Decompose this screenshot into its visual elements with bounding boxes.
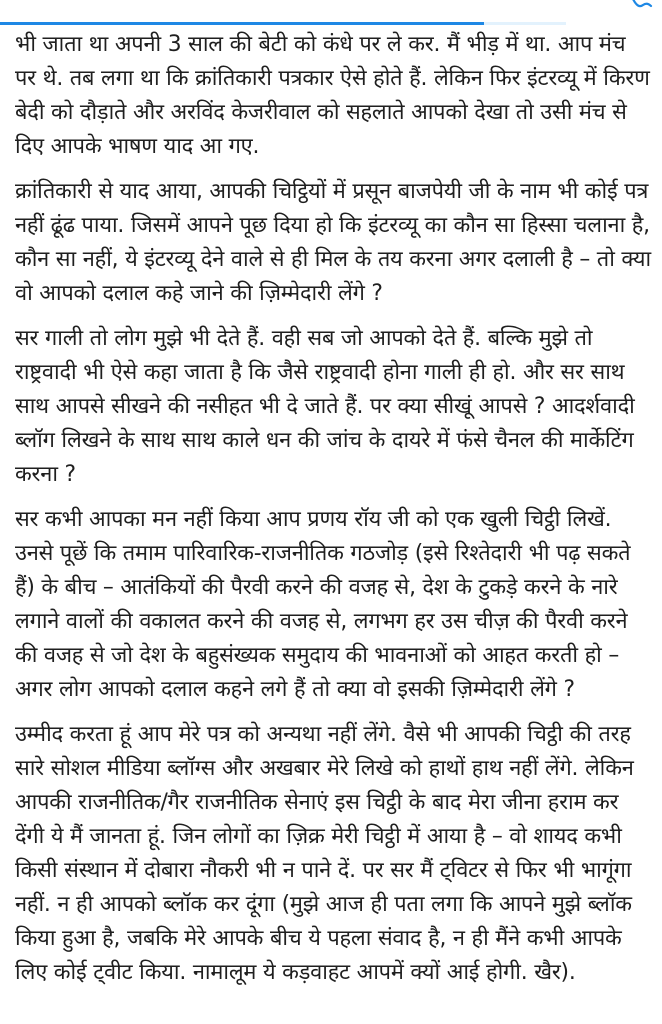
share-icon[interactable] xyxy=(630,0,654,10)
bottom-fade xyxy=(0,1014,662,1024)
article-paragraph: सर कभी आपका मन नहीं किया आप प्रणय रॉय जी को एक खुली चिट्ठी लिखें. उनसे पूछें कि तमाम पारिवारिक-राजनीतिक गठजोड़ (इसे रिश्तेदारी भी पढ़ सकते हैं) के बीच – आतंकियों की पैरवी करने की वजह से, देश के टुकड़े करने के नारे लगाने वालों की वकालत करने की वजह से, लगभग हर उस चीज़ की पैरवी करने की वजह से जो देश के बहुसंख्यक समुदाय की भावनाओं को आहत करती हो – अगर लोग आपको दलाल कहने लगे हैं तो क्या वो इसकी ज़िम्मेदारी लेंगे ? xyxy=(15,507,631,702)
article-paragraph: भी जाता था अपनी 3 साल की बेटी को कंधे पर ले कर. मैं भीड़ में था. आप मंच पर थे. तब लगा था कि क्रांतिकारी पत्रकार ऐसे होते हैं. लेकिन फिर इंटरव्यू में किरण बेदी को दौड़ाते और अरविंद केजरीवाल को सहलाते आपको देखा तो उसी मंच से दिए आपके भाषण याद आ गए. xyxy=(15,32,650,159)
article-body xyxy=(15,28,651,1001)
article-paragraph: क्रांतिकारी से याद आया, आपकी चिट्ठियों में प्रसून बाजपेयी जी के नाम भी कोई पत्र नहीं ढूंढ पाया. जिसमें आपने पूछ दिया हो कि इंटरव्यू का कौन सा हिस्सा चलाना है, कौन सा नहीं, ये इंटरव्यू देने वाले से ही मिल के तय करना अगर दलाली है – तो क्या वो आपको दलाल कहे जाने की ज़िम्मेदारी लेंगे ? xyxy=(15,179,651,306)
reading-progress-bar xyxy=(0,0,662,30)
article-paragraph: उम्मीद करता हूं आप मेरे पत्र को अन्यथा नहीं लेंगे. वैसे भी आपकी चिट्ठी की तरह सारे सोशल मीडिया ब्लॉग्स और अखबार मेरे लिखे को हाथों हाथ नहीं लेंगे. लेकिन आपकी राजनीतिक/गैर राजनीतिक सेनाएं इस चिट्ठी के बाद मेरा जीना हराम कर देंगी ये मैं जानता हूं. जिन लोगों का ज़िक्र मेरी चिट्ठी में आया है – वो शायद कभी किसी संस्थान में दोबारा नौकरी भी न पाने दें. पर सर मैं ट्विटर से फिर भी भागूंगा नहीं. न ही आपको ब्लॉक कर दूंगा (मुझे आज ही पता लगा कि आपने मुझे ब्लॉक किया हुआ है, जबकि मेरे आपके बीच ये पहला संवाद है, न ही मैंने कभी आपके लिए कोई ट्वीट किया. नामालूम ये कड़वाहट आपमें क्यों आई होगी. खैर). xyxy=(15,722,634,985)
article-paragraph: सर गाली तो लोग मुझे भी देते हैं. वही सब जो आपको देते हैं. बल्कि मुझे तो राष्ट्रवादी भी ऐसे कहा जाता है कि जैसे राष्ट्रवादी होना गाली ही हो. और सर साथ साथ आपसे सीखने की नसीहत भी दे जाते हैं. पर क्या सीखूं आपसे ? आदर्शवादी ब्लॉग लिखने के साथ साथ काले धन की जांच के दायरे में फंसे चैनल की मार्केटिंग करना ? xyxy=(15,326,635,487)
progress-fill xyxy=(0,22,484,25)
progress-track xyxy=(0,22,566,25)
